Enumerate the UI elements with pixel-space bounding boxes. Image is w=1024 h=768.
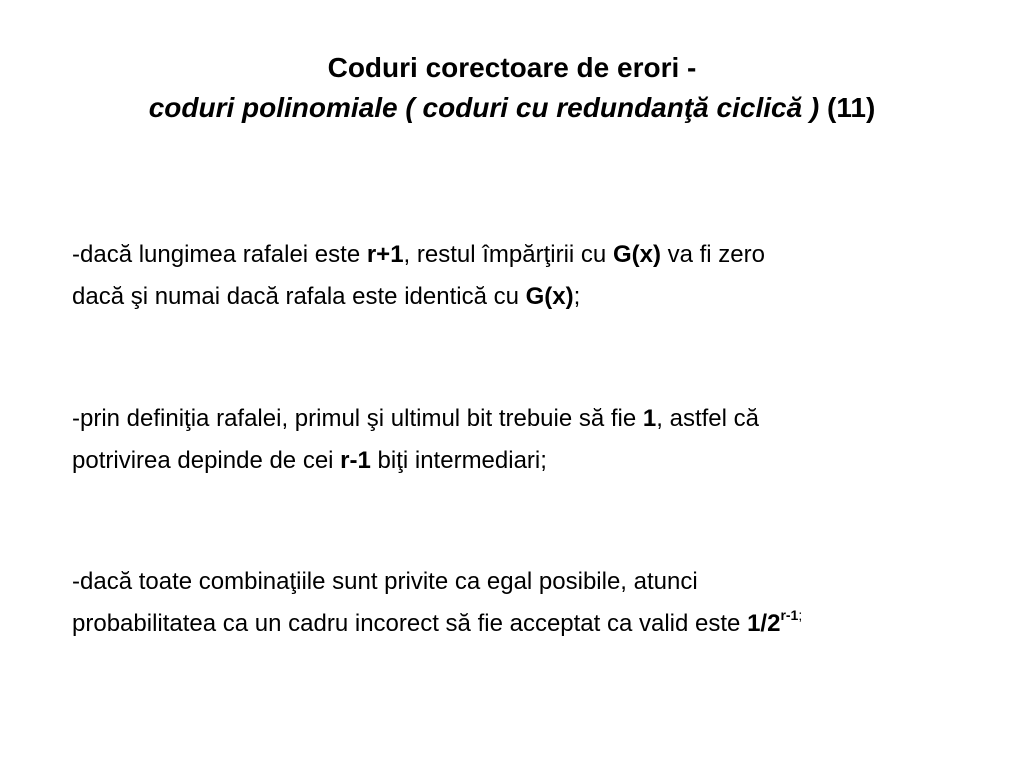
paragraph-line (72, 603, 972, 645)
text-segment: -dacă lungimea rafalei este (72, 241, 367, 268)
paragraph-line (72, 398, 972, 440)
text-segment: va fi zero (660, 241, 765, 268)
paragraph-line (72, 440, 972, 482)
title-line-2 (0, 88, 1024, 128)
text-segment: -dacă toate combinaţiile sunt privite ca egal posibile, atunci (72, 568, 698, 595)
paragraph-line (72, 561, 972, 603)
bold-term: 1 (642, 405, 657, 432)
text-segment: -prin definiţia rafalei, primul şi ultimul bit trebuie să fie (72, 405, 643, 432)
bold-term: G(x) (525, 283, 574, 310)
text-segment: dacă şi numai dacă rafala este identică cu (72, 283, 526, 310)
bold-term: G(x) (612, 241, 661, 268)
text-segment: biţi intermediari; (370, 447, 547, 474)
exponent: r-1 (780, 607, 799, 623)
bold-term: r-1 (340, 447, 371, 474)
paragraph-line (72, 276, 972, 318)
title-line-1: Coduri corectoare de erori - (327, 52, 697, 83)
bold-term: r+1 (366, 241, 404, 268)
paragraph-line (72, 234, 972, 276)
text-segment: potrivirea depinde de cei (72, 447, 341, 474)
title-italic-text: coduri polinomiale ( coduri cu redundanţă ciclică ) (148, 92, 820, 123)
paragraph-burst-definition (72, 398, 972, 482)
text-segment: , restul împărţirii cu (403, 241, 613, 268)
text-segment: , astfel că (656, 405, 759, 432)
text-segment: probabilitatea ca un cadru incorect să fie acceptat ca valid este (72, 610, 748, 637)
slide-title (0, 48, 1024, 128)
paragraph-probability (72, 561, 972, 645)
title-number: (11) (819, 92, 876, 123)
bold-term: 1/2 (747, 610, 781, 637)
paragraph-burst-length (72, 234, 972, 318)
text-segment: ; (798, 607, 803, 623)
text-segment: ; (573, 283, 581, 310)
